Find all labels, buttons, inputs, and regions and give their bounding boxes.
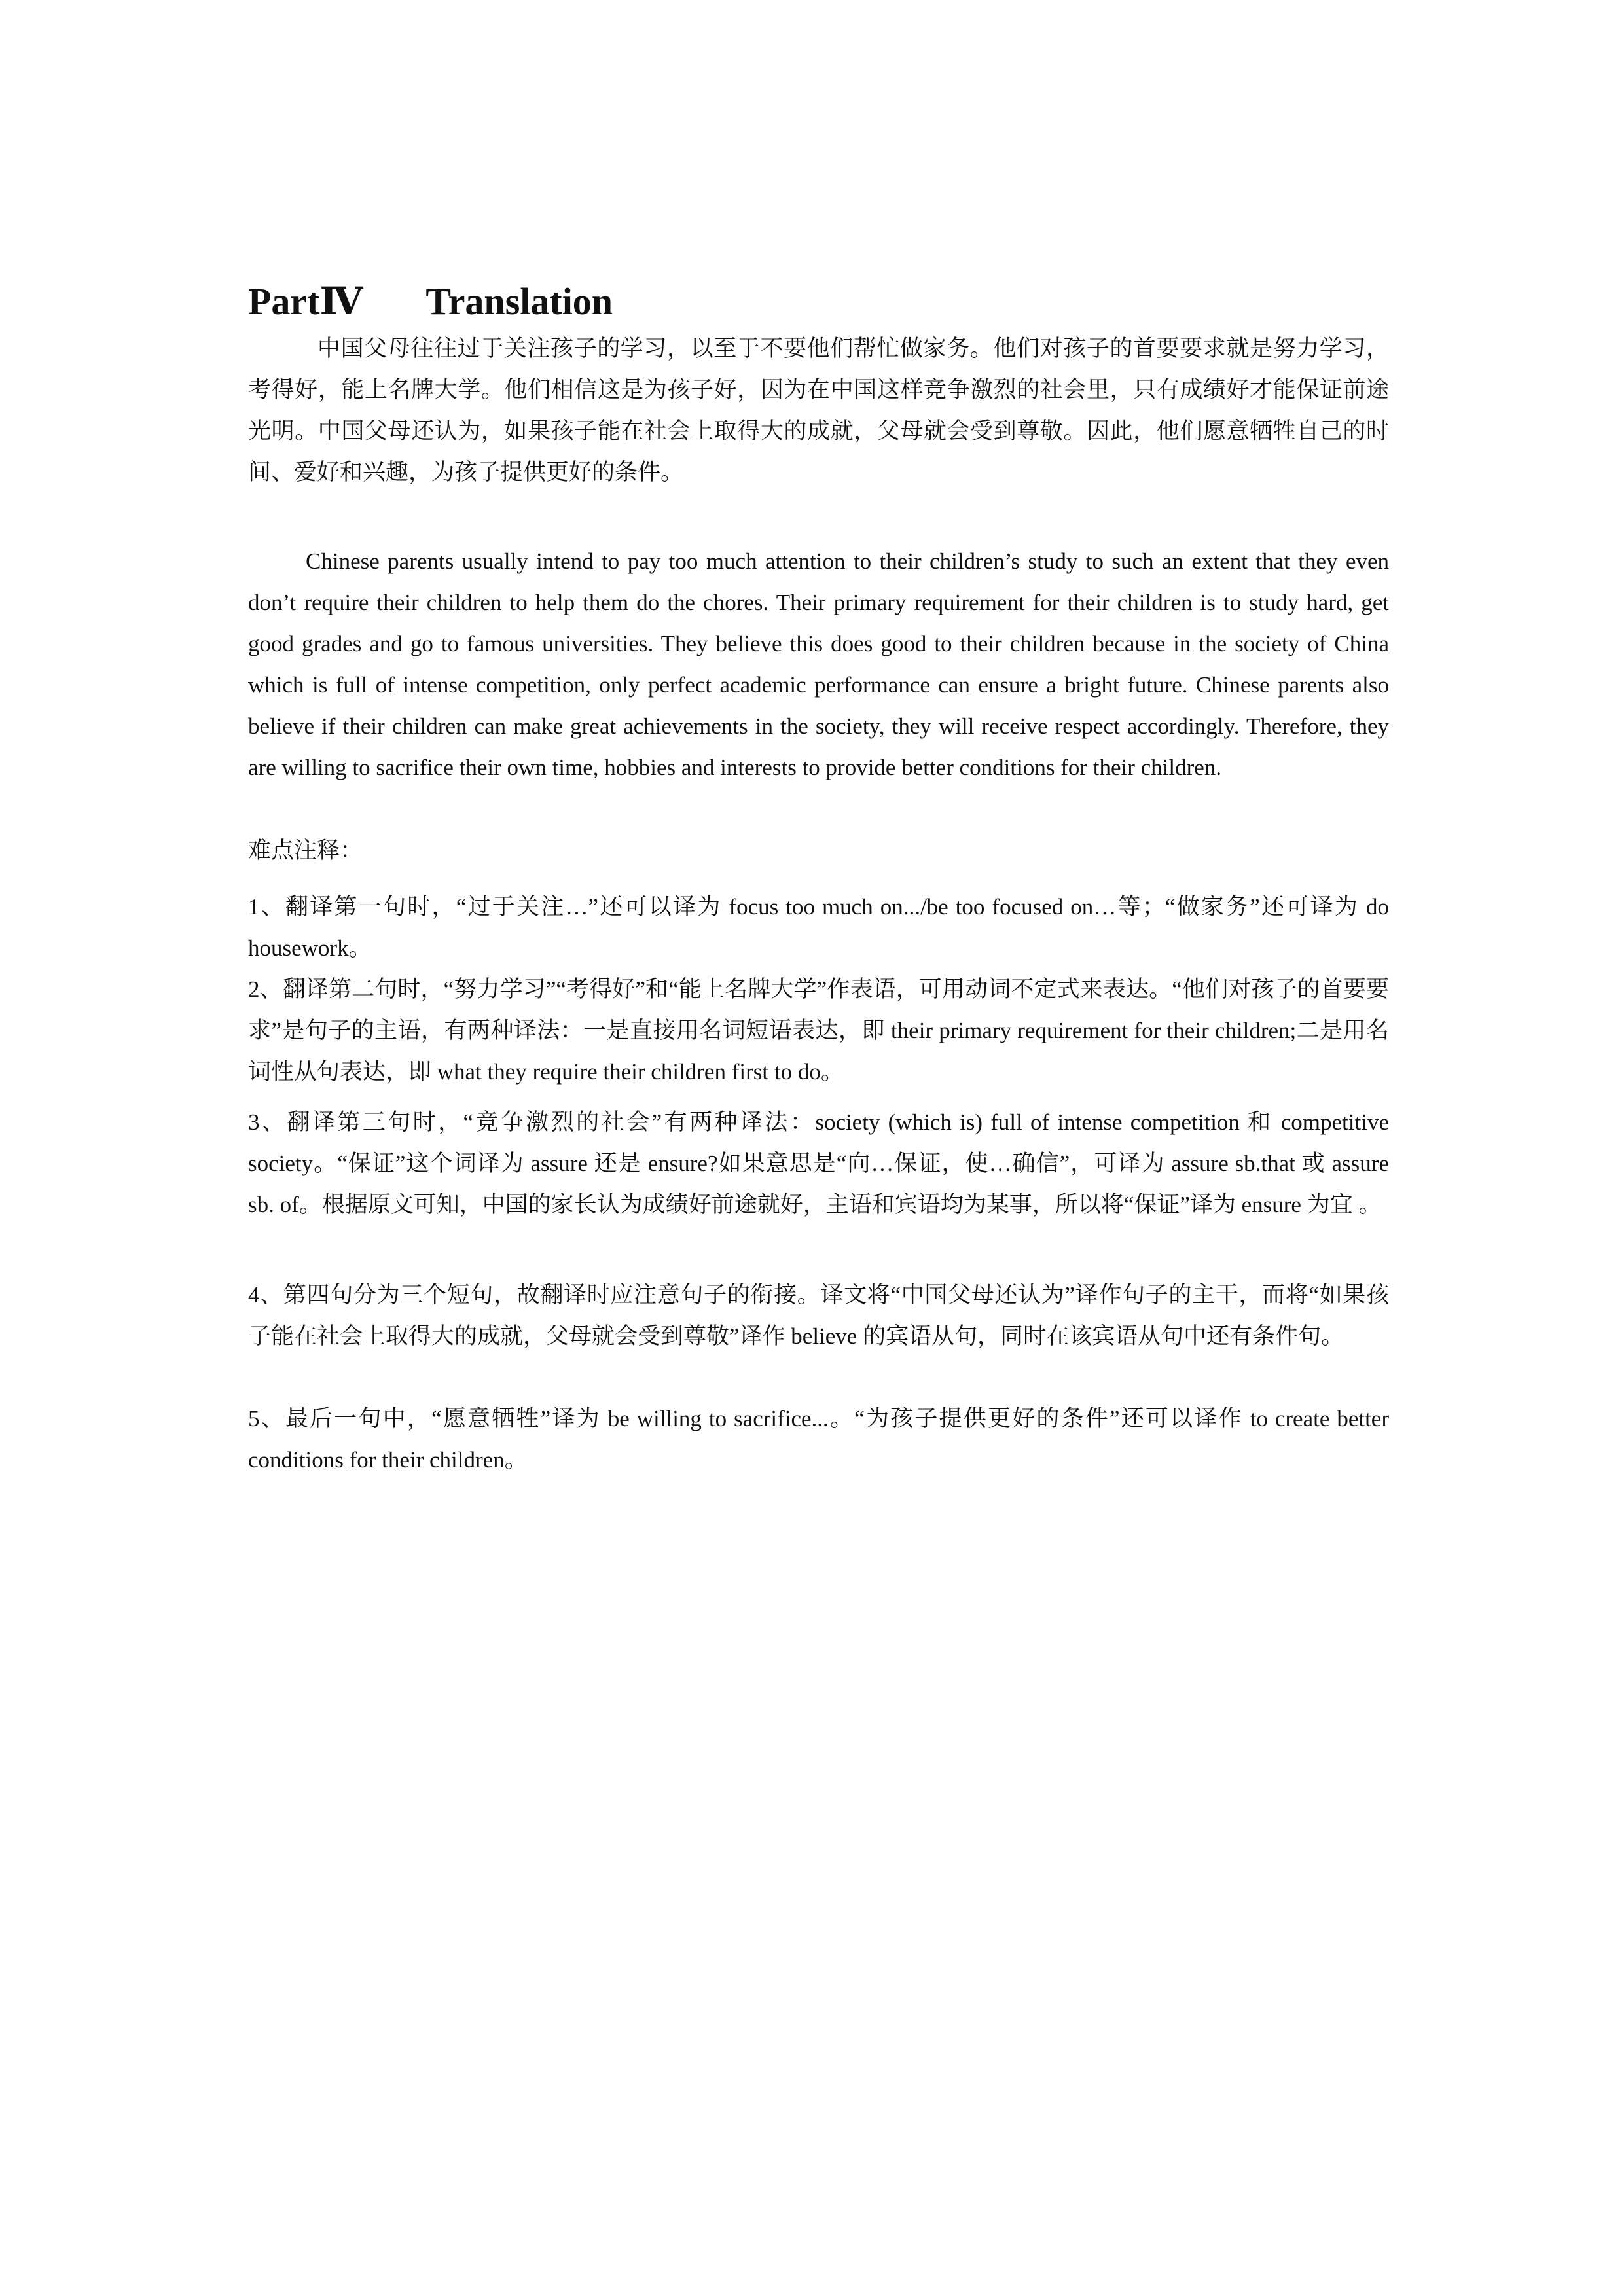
note-item: 1、翻译第一句时，“过于关注…”还可以译为 focus too much on.../be too focused on…等；“做家务”还可译为 do housework。	[248, 894, 1389, 961]
section-heading	[248, 278, 613, 325]
note-item: 3、翻译第三句时，“竞争激烈的社会”有两种译法：society (which is) full of intense competition 和 competitive society。“保证”这个词译为 assure 还是 ensure?如果意思是“向…保证，使…确信”，可译为 assure sb.that 或 assure sb. of。根据原文可知，中国的家长认为成绩好前途就好，主语和宾语均为某事，所以将“保证”译为 ensure 为宜 。	[248, 1109, 1389, 1217]
note-item: 5、最后一句中，“愿意牺牲”译为 be willing to sacrifice...。“为孩子提供更好的条件”还可以译作 to create better conditions for their children。	[248, 1406, 1389, 1473]
note-item: 2、翻译第二句时，“努力学习”“考得好”和“能上名牌大学”作表语，可用动词不定式来表达。“他们对孩子的首要要求”是句子的主语，有两种译法：一是直接用名词短语表达，即 their primary requirement for their children;二是用名词性从句表达，即 what they require their children first to do。	[248, 977, 1389, 1085]
note-item: 4、第四句分为三个短句，故翻译时应注意句子的衔接。译文将“中国父母还认为”译作句子的主干，而将“如果孩子能在社会上取得大的成就，父母就会受到尊敬”译作 believe 的宾语从句，同时在该宾语从句中还有条件句。	[248, 1282, 1389, 1349]
section-part-label: PartⅣ	[248, 280, 363, 323]
source-chinese-paragraph: 中国父母往往过于关注孩子的学习，以至于不要他们帮忙做家务。他们对孩子的首要要求就是努力学习，考得好，能上名牌大学。他们相信这是为孩子好，因为在中国这样竞争激烈的社会里，只有成绩好才能保证前途光明。中国父母还认为，如果孩子能在社会上取得大的成就，父母就会受到尊敬。因此，他们愿意牺牲自己的时间、爱好和兴趣，为孩子提供更好的条件。	[248, 336, 1389, 485]
notes-heading: 难点注释：	[248, 838, 363, 863]
section-title: Translation	[425, 280, 613, 323]
english-translation-paragraph: Chinese parents usually intend to pay too much attention to their children’s study to such an extent that they even don’t require their children to help them do the chores. Their primary requirement for their children is to study hard, get good grades and go to famous universities. They believe this does good to their children because in the society of China which is full of intense competition, only perfect academic performance can ensure a bright future. Chinese parents also believe if their children can make great achievements in the society, they will receive respect accordingly. Therefore, they are willing to sacrifice their own time, hobbies and interests to provide better conditions for their children.	[248, 548, 1389, 780]
